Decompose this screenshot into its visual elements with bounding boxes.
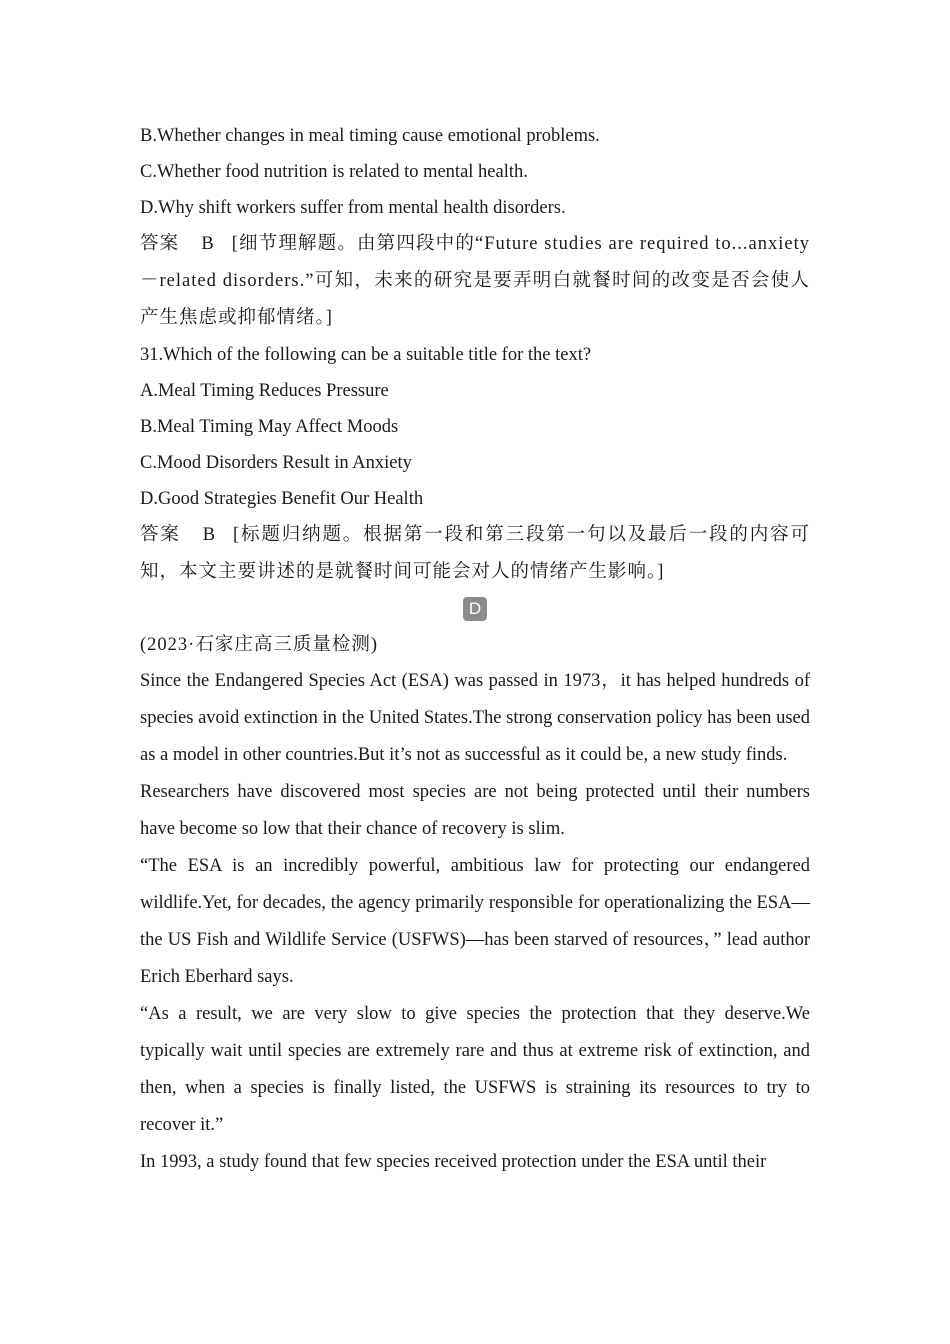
answer-letter: B	[202, 525, 216, 545]
q31-option-a: A.Meal Timing Reduces Pressure	[140, 381, 389, 401]
q31-option-c: C.Mood Disorders Result in Anxiety	[140, 453, 412, 473]
passage-paragraph-2: Researchers have discovered most species are not being protected until their numbers have become so low that their chance of recovery is slim.	[140, 782, 810, 839]
answer-label: 答案	[140, 525, 181, 545]
passage-paragraph-1: Since the Endangered Species Act (ESA) was passed in 1973，it has helped hundreds of species avoid extinction in the United States.The strong conservation policy has been used as a model in other countries.But it’s not as successful as it could be, a new study finds.	[140, 671, 810, 765]
passage-paragraph-4: “As a result, we are very slow to give species the protection that they deserve.We typically wait until species are extremely rare and thus at extreme risk of extinction, and then, when a species is finally listed, the USFWS is straining its resources to try to recover it.”	[140, 1004, 810, 1135]
section-badge-row	[140, 591, 810, 627]
q31-answer	[140, 517, 810, 591]
answer-label: 答案	[140, 234, 180, 254]
q31-question: 31.Which of the following can be a suitable title for the text?	[140, 345, 592, 365]
q31-option-b: B.Meal Timing May Affect Moods	[140, 417, 399, 437]
q30-option-b: B.Whether changes in meal timing cause emotional problems.	[140, 126, 600, 146]
q30-answer	[140, 226, 810, 337]
passage-paragraph-5: In 1993, a study found that few species received protection under the ESA until their	[140, 1152, 767, 1172]
passage-source: (2023·石家庄高三质量检测)	[140, 635, 378, 655]
answer-explanation: [细节理解题。由第四段中的“Future studies are required to...anxiety－related disorders.”可知，未来的研究是要弄明白就餐时间的改变是否会使人产生焦虑或抑郁情绪。]	[140, 234, 810, 328]
passage-paragraph-3: “The ESA is an incredibly powerful, ambitious law for protecting our endangered wildlife.Yet, for decades, the agency primarily responsible for operationalizing the ESA—the US Fish and Wildlife Service (USFWS)—has been starved of resources，” lead author Erich Eberhard says.	[140, 856, 810, 987]
section-badge: D	[463, 597, 487, 621]
q30-option-c: C.Whether food nutrition is related to mental health.	[140, 162, 528, 182]
answer-explanation: [标题归纳题。根据第一段和第三段第一句以及最后一段的内容可知，本文主要讲述的是就餐时间可能会对人的情绪产生影响。]	[140, 525, 810, 582]
q31-option-d: D.Good Strategies Benefit Our Health	[140, 489, 424, 509]
q30-option-d: D.Why shift workers suffer from mental health disorders.	[140, 198, 566, 218]
answer-letter: B	[201, 234, 214, 254]
document-page	[140, 118, 810, 1181]
